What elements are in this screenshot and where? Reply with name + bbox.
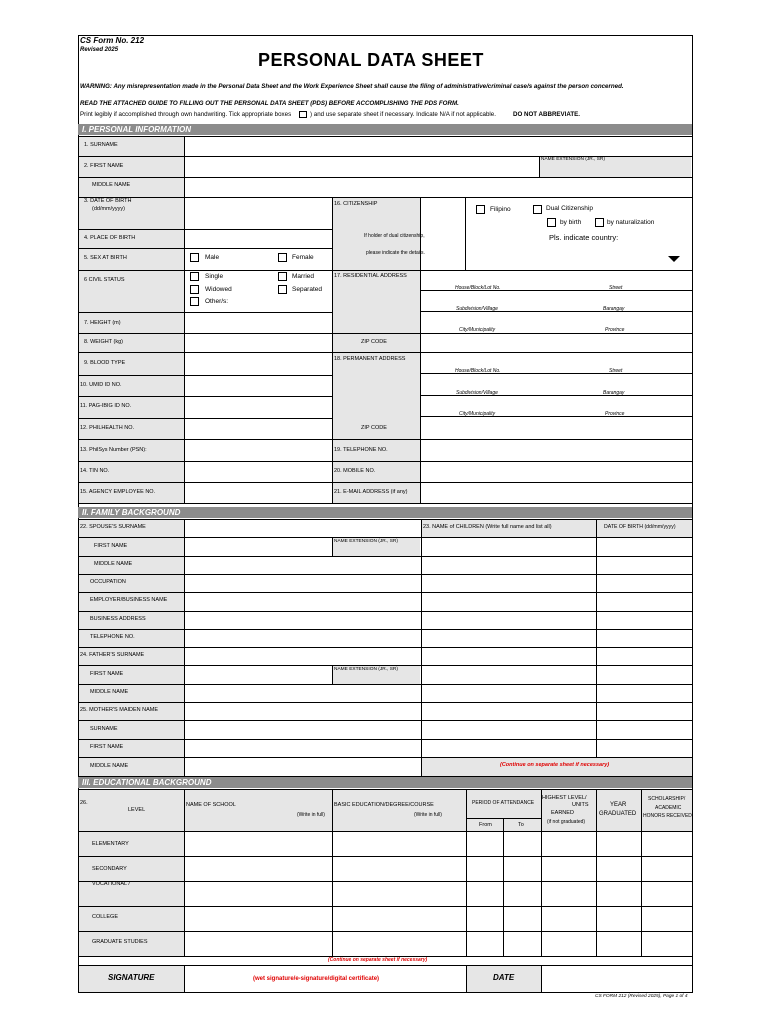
label-year: YEAR	[610, 802, 627, 808]
label-permanent-address: 18. PERMANENT ADDRESS	[334, 356, 406, 362]
education-continue-note: (Continue on separate sheet if necessary)	[328, 957, 428, 963]
label-signature: SIGNATURE	[108, 973, 155, 982]
label-blood-type: 9. BLOOD TYPE	[84, 360, 126, 366]
label-scholarship-1: SCHOLARSHIP/	[648, 796, 686, 802]
label-graduated: GRADUATED	[599, 811, 637, 817]
label-female: Female	[292, 254, 314, 261]
label-school-write-full: (Write in full)	[297, 812, 325, 818]
label-mother-first-name: FIRST NAME	[90, 744, 124, 750]
label-umid: 10. UMID ID NO.	[80, 382, 122, 388]
label-citizenship: 16. CITIZENSHIP	[334, 201, 378, 207]
by-naturalization-checkbox[interactable]	[595, 218, 604, 227]
label-graduate-studies: GRADUATE STUDIES	[92, 939, 148, 945]
label-mother-maiden-name: 25. MOTHER'S MAIDEN NAME	[80, 707, 159, 713]
label-period-of-attendance: PERIOD OF ATTENDANCE	[472, 800, 535, 806]
print-note-a: Print legibly if accomplished through own handwriting. Tick appropriate boxes	[80, 111, 292, 118]
label-perm-zip: ZIP CODE	[361, 425, 387, 431]
res-house-caption: House/Block/Lot No.	[455, 285, 501, 291]
male-checkbox[interactable]	[190, 253, 199, 262]
warning-text: WARNING: Any misrepresentation made in the Personal Data Sheet and the Work Experience Sheet shall cause the filing of administrative/criminal case/s against the person concerned.	[80, 83, 624, 90]
first-name-input[interactable]	[185, 157, 538, 177]
umid-input[interactable]	[185, 376, 331, 396]
widowed-checkbox[interactable]	[190, 285, 199, 294]
perm-house-caption: House/Block/Lot No.	[455, 368, 501, 374]
label-education-number: 26.	[80, 800, 88, 806]
label-children-dob: DATE OF BIRTH (dd/mm/yyyy)	[604, 524, 676, 530]
by-birth-checkbox[interactable]	[547, 218, 556, 227]
label-weight: 8. WEIGHT (kg)	[84, 339, 124, 345]
label-dob-format: (dd/mm/yyyy)	[92, 206, 125, 212]
label-by-birth: by birth	[560, 219, 582, 226]
single-checkbox[interactable]	[190, 272, 199, 281]
label-widowed: Widowed	[205, 286, 232, 293]
pagibig-input[interactable]	[185, 397, 331, 418]
label-occupation: OCCUPATION	[90, 579, 126, 585]
form-bottom-border	[78, 992, 693, 993]
perm-province-caption: Province	[605, 411, 625, 417]
label-date-of-birth: 3. DATE OF BIRTH	[84, 198, 132, 204]
education-level-column	[79, 831, 184, 956]
mobile-input[interactable]	[421, 462, 691, 482]
philsys-input[interactable]	[185, 440, 331, 461]
res-barangay-caption: Barangay	[603, 306, 625, 312]
height-input[interactable]	[185, 313, 331, 333]
other-status-checkbox[interactable]	[190, 297, 199, 306]
label-father-middle-name: MIDDLE NAME	[90, 689, 129, 695]
label-surname: 1. SURNAME	[84, 142, 118, 148]
label-middle-name: MIDDLE NAME	[92, 182, 131, 188]
label-vocational: VOCATIONAL /	[92, 881, 130, 887]
tin-input[interactable]	[185, 462, 331, 482]
form-number: CS Form No. 212	[80, 36, 145, 45]
signature-note: (wet signature/e-signature/digital certificate)	[253, 976, 380, 982]
telephone-input[interactable]	[421, 440, 691, 461]
label-name-of-school: NAME OF SCHOOL	[186, 802, 236, 808]
label-separated: Separated	[292, 286, 322, 293]
label-scholarship-3: HONORS RECEIVED	[643, 813, 692, 819]
label-tin: 14. TIN NO.	[80, 468, 110, 474]
res-street-caption: Street	[609, 285, 623, 291]
label-civil-status: 6 CIVIL STATUS	[84, 277, 125, 283]
label-male: Male	[205, 254, 220, 261]
label-email: 21. E-MAIL ADDRESS (if any)	[334, 489, 408, 495]
res-subdivision-caption: Subdivision/Village	[456, 306, 498, 312]
label-father-surname: 24. FATHER'S SURNAME	[80, 652, 145, 658]
print-note-b: ) and use separate sheet if necessary. Indicate N/A if not applicable.	[310, 111, 496, 118]
label-philhealth: 12. PHILHEALTH NO.	[80, 425, 134, 431]
perm-subdivision-caption: Subdivision/Village	[456, 390, 498, 396]
label-dual-citizenship: Dual Citizenship	[546, 205, 593, 212]
label-other-status: Other/s:	[205, 298, 229, 305]
label-highest-level-2: UNITS	[572, 802, 589, 808]
signature-field[interactable]	[185, 966, 466, 992]
label-employer: EMPLOYER/BUSINESS NAME	[90, 597, 168, 603]
dual-citizenship-checkbox[interactable]	[533, 205, 542, 214]
label-name-extension: NAME EXTENSION (JR., SR)	[541, 157, 605, 162]
education-header-row	[79, 789, 692, 831]
label-elementary: ELEMENTARY	[92, 841, 129, 847]
label-business-telephone: TELEPHONE NO.	[90, 634, 135, 640]
label-agency-employee-no: 15. AGENCY EMPLOYEE NO.	[80, 489, 156, 495]
perm-city-caption: City/Municipality	[459, 411, 496, 417]
label-single: Single	[205, 273, 224, 280]
country-dropdown[interactable]	[657, 249, 691, 269]
label-by-naturalization: by naturalization	[607, 219, 655, 226]
label-college: COLLEGE	[92, 914, 118, 920]
label-residential-address: 17. RESIDENTIAL ADDRESS	[334, 273, 407, 279]
middle-name-input[interactable]	[185, 178, 691, 197]
label-from: From	[479, 822, 492, 828]
label-sex-at-birth: 5. SEX AT BIRTH	[84, 255, 127, 261]
label-children: 23. NAME of CHILDREN (Write full name and list all)	[423, 524, 552, 530]
section-personal-information: I. PERSONAL INFORMATION	[78, 124, 692, 135]
perm-barangay-caption: Barangay	[603, 390, 625, 396]
section-educational-background: III. EDUCATIONAL BACKGROUND	[78, 777, 692, 788]
section-family-background: II. FAMILY BACKGROUND	[78, 507, 692, 518]
read-guide-text: READ THE ATTACHED GUIDE TO FILLING OUT THE PERSONAL DATA SHEET (PDS) BEFORE ACCOMPLISHING THE PDS FORM.	[80, 100, 459, 107]
surname-input[interactable]	[185, 137, 691, 156]
label-level: LEVEL	[128, 807, 146, 813]
label-place-of-birth: 4. PLACE OF BIRTH	[84, 235, 136, 241]
citizenship-note-2: please indicate the details.	[366, 250, 425, 256]
label-pagibig: 11. PAG-IBIG ID NO.	[80, 403, 132, 409]
separated-checkbox[interactable]	[278, 285, 287, 294]
label-married: Married	[292, 273, 315, 280]
res-province-caption: Province	[605, 327, 625, 333]
no-abbreviate-text: DO NOT ABBREVIATE.	[513, 111, 581, 118]
dropdown-arrow-icon	[657, 249, 691, 269]
label-filipino: Filipino	[490, 206, 511, 213]
label-spouse-name-ext: NAME EXTENSION (JR., SR)	[334, 539, 398, 544]
form-top-border	[78, 35, 693, 36]
label-date: DATE	[493, 973, 515, 982]
label-mother-surname: SURNAME	[90, 726, 118, 732]
perm-street-caption: Street	[609, 368, 623, 374]
filipino-checkbox[interactable]	[476, 205, 485, 214]
page-title: PERSONAL DATA SHEET	[258, 50, 484, 70]
label-highest-level-3: EARNED	[551, 810, 574, 816]
married-checkbox[interactable]	[278, 272, 287, 281]
female-checkbox[interactable]	[278, 253, 287, 262]
date-of-birth-input[interactable]	[185, 198, 331, 229]
family-continue-note: (Continue on separate sheet if necessary)	[500, 762, 610, 768]
label-degree-course: BASIC EDUCATION/DEGREE/COURSE	[334, 802, 434, 808]
tick-sample-checkbox	[299, 111, 307, 118]
label-highest-level-4: (if not graduated)	[547, 819, 586, 825]
place-of-birth-input[interactable]	[185, 230, 331, 248]
weight-input[interactable]	[185, 334, 331, 352]
form-right-border	[692, 35, 693, 993]
label-first-name: 2. FIRST NAME	[84, 163, 124, 169]
label-telephone: 19. TELEPHONE NO.	[334, 447, 388, 453]
email-input[interactable]	[421, 483, 691, 503]
label-mobile: 20. MOBILE NO.	[334, 468, 376, 474]
label-father-first-name: FIRST NAME	[90, 671, 124, 677]
label-height: 7. HEIGHT (m)	[84, 320, 121, 326]
label-business-address: BUSINESS ADDRESS	[90, 616, 146, 622]
label-degree-write-full: (Write in full)	[414, 812, 442, 818]
label-indicate-country: Pls. indicate country:	[549, 233, 619, 242]
label-to: To	[518, 822, 524, 828]
label-mother-middle-name: MIDDLE NAME	[90, 763, 129, 769]
label-philsys: 13. PhilSys Number (PSN):	[80, 447, 147, 453]
label-scholarship-2: ACADEMIC	[655, 805, 682, 811]
citizenship-note-1: If holder of dual citizenship,	[364, 233, 425, 239]
page-footer: CS FORM 212 (Revised 2025), Page 1 of 4	[595, 994, 688, 999]
label-spouse-first-name: FIRST NAME	[94, 543, 128, 549]
label-spouse-middle-name: MIDDLE NAME	[94, 561, 133, 567]
res-city-caption: City/Municipality	[459, 327, 496, 333]
label-res-zip: ZIP CODE	[361, 339, 387, 345]
label-father-name-ext: NAME EXTENSION (JR., SR)	[334, 667, 398, 672]
date-field[interactable]	[542, 966, 692, 992]
blood-type-input[interactable]	[185, 353, 331, 375]
agency-employee-input[interactable]	[185, 483, 331, 503]
form-revised: Revised 2025	[80, 47, 119, 53]
label-spouse-surname: 22. SPOUSE'S SURNAME	[80, 524, 146, 530]
label-secondary: SECONDARY	[92, 866, 127, 872]
label-highest-level-1: HIGHEST LEVEL/	[542, 795, 587, 801]
philhealth-input[interactable]	[185, 419, 331, 439]
